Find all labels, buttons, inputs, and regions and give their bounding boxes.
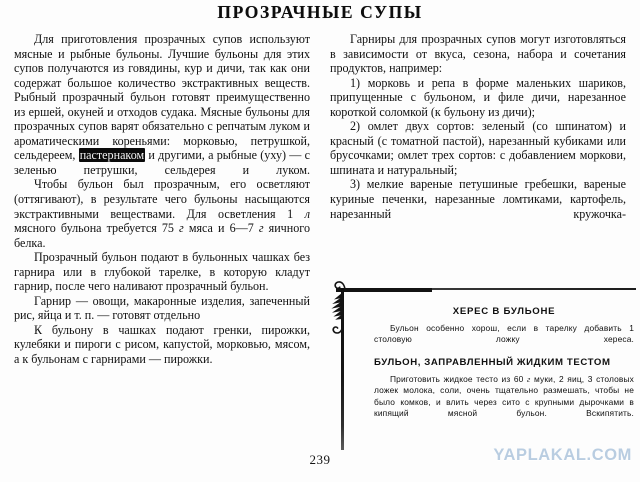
left-text-column	[14, 32, 310, 367]
paragraph-clarifying	[14, 177, 310, 250]
recipe-body-sherry: Бульон особенно хорош, если в тарелку добавить 1 столовую ложку хереса.	[374, 323, 634, 345]
paragraph-intro-text: Для приготовления прозрачных супов используют мясные и рыбные бульоны. Лучшие бульоны для этих супов получаются из говядины, кур и дичи, так как они содержат большое количество экстрактивных веществ. Рыбный прозрачный бульон готовят преимущественно из ершей, окуней и отходов судака. Мясные бульоны для прозрачных супов варят обязательно с репчатым луком и ароматическими кореньями: морковью, петрушкой, сельдереем,	[14, 32, 310, 163]
recipe-body-batter-broth	[374, 374, 634, 420]
recipe-sidebar-text	[374, 306, 634, 430]
serving-text: Прозрачный бульон подают в бульонных чашках без гарнира или в глубокой тарелке, в которую кладут гарнир, после чего наливают прозрачный бульон.	[14, 250, 310, 294]
batter-broth-text-a: Приготовить жидкое тесто из 60	[390, 373, 528, 384]
right-text-column	[330, 32, 626, 221]
paragraph-garnish-intro	[330, 32, 626, 76]
garnish-item-3-text: 3) мелкие вареные петушиные гребешки, вареные куриные печенки, нарезанные ломтиками, картофель, нарезанный кружочка-	[330, 177, 626, 221]
garnish-text: Гарнир — овощи, макаронные изделия, запеченный рис, яйца и т. п. — готовят отдельно	[14, 293, 310, 323]
recipe-heading-sherry: ХЕРЕС В БУЛЬОНЕ	[452, 306, 556, 317]
garnish-intro-text: Гарниры для прозрачных супов могут изготовляться в зависимости от вкуса, сезона, набора и сочетания продуктов, например:	[330, 32, 626, 76]
paragraph-garnish-item-2	[330, 119, 626, 177]
paragraph-intro	[14, 32, 310, 177]
clarifying-text-c: мяса и 6—7	[183, 221, 259, 236]
recipe-sidebar-frame	[330, 288, 636, 456]
paragraph-garnish-item-1	[330, 76, 626, 120]
clarifying-text-a: Чтобы бульон был прозрачным, его осветляют (оттягивают), в результате чего бульоны насыщаются экстрактивными веществами. Для осветления 1	[14, 177, 310, 221]
frame-top-rule-thick	[336, 288, 432, 292]
batter-broth-text-b: муки, 2 яиц, 3 столовых ложек молока, соли, очень тщательно размешать, чтобы не было комков, и влить через сито с крупными дырочками в кипящий мясной бульон. Вскипятить.	[374, 373, 634, 419]
clarifying-text-d: яичного белка.	[14, 221, 310, 250]
paragraph-garnish-item-3	[330, 177, 626, 221]
recipe-heading-batter-broth: БУЛЬОН, ЗАПРАВЛЕННЫЙ ЖИДКИМ ТЕСТОМ	[374, 356, 611, 368]
unit-litre: л	[304, 206, 310, 221]
garnish-item-1-text: 1) морковь и репа в форме маленьких шариков, припущенные с бульоном, и филе дичи, нарезанное короткой соломкой (к бульону из дичи);	[330, 75, 626, 119]
garnish-item-2-text: 2) омлет двух сортов: зеленый (со шпинатом) и красный (с томатной пастой), нарезанный кубиками или брусочками; омлет трех сортов: с добавлением моркови, шпината и натуральный;	[330, 119, 626, 177]
site-watermark: YAPLAKAL.COM	[493, 446, 632, 464]
page-number: 239	[309, 452, 331, 467]
unit-gram-1: г	[179, 221, 184, 236]
paragraph-accompaniments	[14, 323, 310, 367]
clarifying-text-b: мясного бульона требуется 75	[14, 221, 180, 236]
accompaniments-text: К бульону в чашках подают гренки, пирожки, кулебяки и пироги с рисом, капустой, морковью, мясом, а к бульонам с гарнирами — пирожки.	[14, 322, 310, 367]
page-title: ПРОЗРАЧНЫЕ СУПЫ	[217, 2, 423, 22]
paragraph-intro-tail: и другими, а рыбные (уху) — с зеленью петрушки, сельдерея и луком.	[14, 148, 310, 177]
paragraph-garnish	[14, 294, 310, 323]
frame-vertical-rule	[341, 288, 344, 450]
paragraph-serving	[14, 250, 310, 294]
unit-gram-sidebar: г	[527, 374, 531, 384]
selected-word-highlight[interactable]: пастернаком	[79, 148, 145, 163]
unit-gram-2: г	[258, 221, 264, 236]
